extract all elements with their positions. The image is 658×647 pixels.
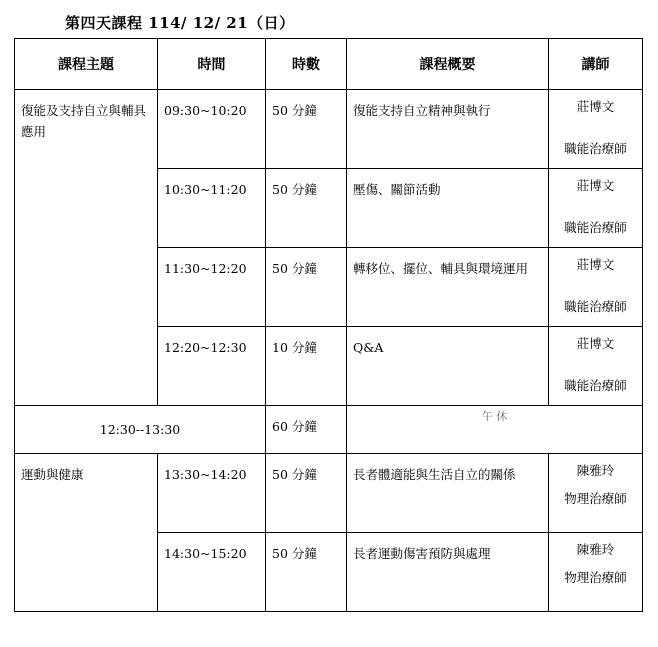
instructor-role: 職能治療師: [564, 299, 627, 314]
break-row: [15, 406, 643, 454]
hours-cell: 50 分鐘: [266, 533, 347, 612]
instructor-cell: [549, 327, 643, 406]
time-cell: 10:30~11:20: [158, 169, 266, 248]
topic-text: 復能及支持自立與輔具應用: [21, 103, 147, 139]
table-row: [15, 90, 643, 169]
header-hours: 時數: [266, 39, 347, 90]
time-cell: 11:30~12:20: [158, 248, 266, 327]
time-cell: 12:20~12:30: [158, 327, 266, 406]
header-summary: 課程概要: [347, 39, 549, 90]
summary-cell: 長者體適能與生活自立的關係: [347, 454, 549, 533]
instructor-cell: [549, 248, 643, 327]
header-topic: 課程主題: [15, 39, 158, 90]
hours-cell: 50 分鐘: [266, 454, 347, 533]
instructor-name: 莊博文: [576, 257, 615, 272]
break-note-cell: [347, 406, 643, 454]
table-row: [15, 454, 643, 533]
time-cell: 14:30~15:20: [158, 533, 266, 612]
header-time: 時間: [158, 39, 266, 90]
table-header-row: [15, 39, 643, 90]
topic-cell: [15, 90, 158, 406]
hours-cell: 50 分鐘: [266, 169, 347, 248]
topic-text: 運動與健康: [21, 467, 84, 482]
instructor-name: 陳雅玲: [576, 542, 615, 557]
summary-cell: 轉移位、擺位、輔具與環境運用: [347, 248, 549, 327]
instructor-name: 莊博文: [576, 336, 615, 351]
summary-cell: 壓傷、關節活動: [347, 169, 549, 248]
page-title: 第四天課程 114/ 12/ 21（日）: [65, 14, 295, 32]
summary-cell: 復能支持自立精神與執行: [347, 90, 549, 169]
instructor-cell: [549, 169, 643, 248]
instructor-name: 莊博文: [576, 178, 615, 193]
instructor-cell: [549, 90, 643, 169]
instructor-role: 職能治療師: [564, 378, 627, 393]
instructor-role: 物理治療師: [564, 491, 627, 506]
instructor-role: 職能治療師: [564, 141, 627, 156]
course-schedule-table: [14, 38, 643, 612]
summary-cell: 長者運動傷害預防與處理: [347, 533, 549, 612]
time-cell: 13:30~14:20: [158, 454, 266, 533]
break-hours-cell: 60 分鐘: [266, 406, 347, 454]
time-cell: 09:30~10:20: [158, 90, 266, 169]
hours-cell: 50 分鐘: [266, 248, 347, 327]
instructor-cell: [549, 454, 643, 533]
instructor-role: 物理治療師: [564, 570, 627, 585]
break-time-cell: [15, 406, 266, 454]
topic-cell: [15, 454, 158, 612]
summary-cell: Q&A: [347, 327, 549, 406]
hours-cell: 10 分鐘: [266, 327, 347, 406]
break-note: 午 休: [481, 410, 508, 423]
break-time: 12:30--13:30: [99, 422, 181, 437]
header-instructor: 講師: [549, 39, 643, 90]
instructor-cell: [549, 533, 643, 612]
instructor-role: 職能治療師: [564, 220, 627, 235]
instructor-name: 陳雅玲: [576, 463, 615, 478]
instructor-name: 莊博文: [576, 99, 615, 114]
hours-cell: 50 分鐘: [266, 90, 347, 169]
